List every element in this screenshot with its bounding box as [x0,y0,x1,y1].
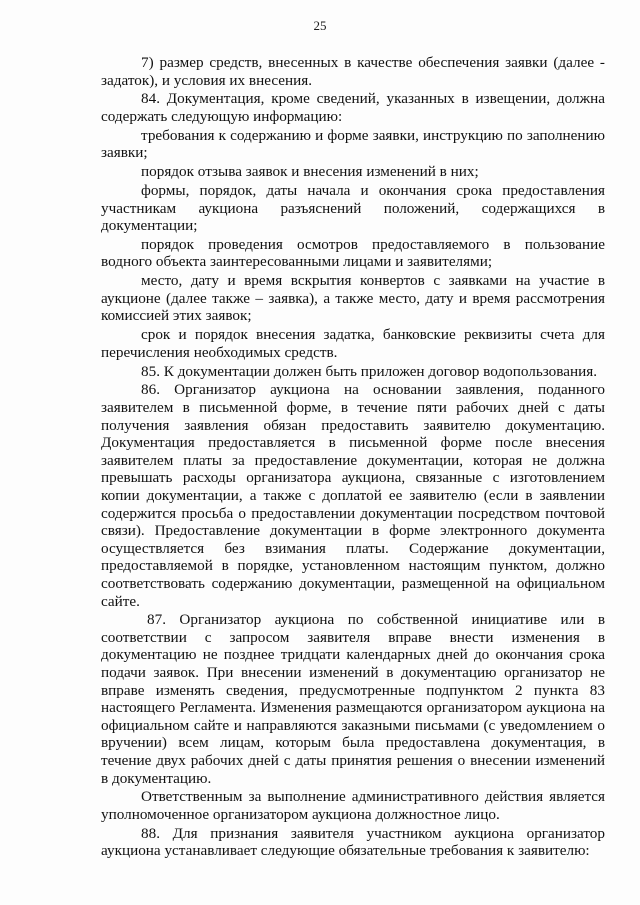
page-number: 25 [313,18,327,33]
paragraph-clarifications: формы, порядок, даты начала и окончания срока предоставления участникам аукциона разъяснений положений, содержащихся в документации; [101,181,605,235]
paragraph-envelopes: место, дату и время вскрытия конвертов с заявками на участие в аукционе (далее также – заявка), а также место, дату и время рассмотрения комиссией этих заявок; [101,272,605,325]
paragraph-84: 84. Документация, кроме сведений, указанных в извещении, должна содержать следующую информацию: [101,90,605,125]
paragraph-withdrawal: порядок отзыва заявок и внесения изменений в них; [141,163,479,181]
document-text [101,54,605,861]
paragraph-deposit: срок и порядок внесения задатка, банковские реквизиты счета для перечисления необходимых средств. [101,326,605,361]
paragraph-88: 88. Для признания заявителя участником аукциона организатор аукциона устанавливает следующие обязательные требования к заявителю: [101,824,605,860]
paragraph-item-7: 7) размер средств, внесенных в качестве обеспечения заявки (далее - задаток), и условия их внесения. [101,54,605,89]
paragraph-requirements: требования к содержанию и форме заявки, инструкцию по заполнению заявки; [101,126,605,162]
paragraph-86: 86. Организатор аукциона на основании заявления, поданного заявителем в письменной форме, в течение пяти рабочих дней с даты получения заявления обязан предоставить заявителю документацию. Документация предоставляется в письменной форме после внесения заявителем платы за предоставление документации, которая не должна превышать расходы организатора аукциона, связанные с изготовлением копии документации, а также с доплатой ее заявителю (если в заявлении содержится просьба о предоставлении документации посредством почтовой связи). Предоставление документации в форме электронного документа осуществляется без взимания платы. Содержание документации, предоставляемой в порядке, установленном настоящим пунктом, должно соответствовать содержанию документации, размещенной на официальном сайте. [101,381,605,610]
paragraph-responsible: Ответственным за выполнение административного действия является уполномоченное организатором аукциона должностное лицо. [101,788,605,823]
paragraph-87: 87. Организатор аукциона по собственной инициативе или в соответствии с запросом заявителя вправе внести изменения в документацию не позднее тридцати календарных дней до окончания срока подачи заявок. При внесении изменений в документацию организатор не вправе изменять сведения, предусмотренные подпунктом 2 пункта 83 настоящего Регламента. Изменения размещаются организатором аукциона на официальном сайте и направляются заказными письмами (с уведомлением о вручении) всем лицам, которым была предоставлена документация, в течение двух рабочих дней с даты принятия решения о внесении изменений в документацию. [101,611,605,787]
paragraph-inspections: порядок проведения осмотров предоставляемого в пользование водного объекта заинтересованными лицами и заявителями; [101,235,605,271]
paragraph-85: 85. К документации должен быть приложен договор водопользования. [141,362,598,380]
